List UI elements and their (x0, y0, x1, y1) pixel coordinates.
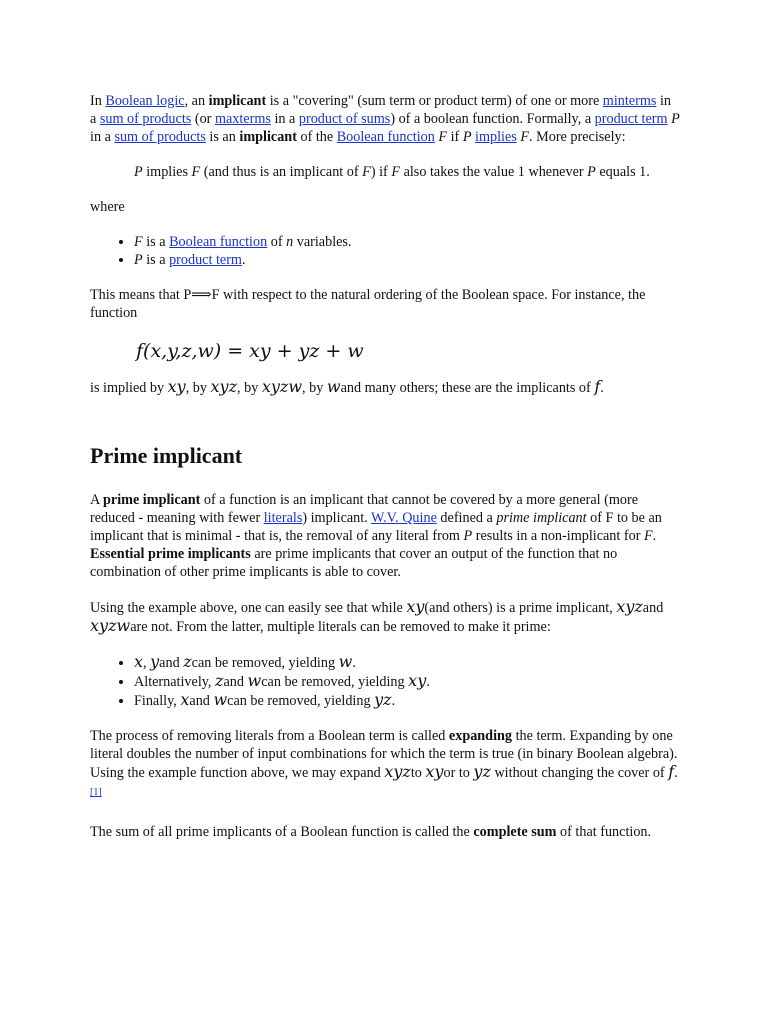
link-product-of-sums[interactable]: product of sums (298, 111, 391, 127)
expanding-paragraph: The process of removing literals from a Boolean term is called expanding the term. Expanding by one literal doubles the number of input combinations for which the term is true (in binary Boolean algebra). Using the example function above, we may expand xyzto xyor to yz without changing the cover of f. [1] (90, 728, 678, 798)
link-sum-of-products-2[interactable]: sum of products (114, 129, 206, 145)
function-formula: f(x,y,z,w) = xy + yz + w (136, 340, 364, 362)
where-label: where (90, 199, 125, 215)
link-maxterms[interactable]: maxterms (214, 111, 271, 127)
link-literals[interactable]: literals (263, 510, 303, 526)
list-item: • P is a product term. (134, 251, 680, 269)
definition-blockquote: P implies F (and thus is an implicant of F) if F also takes the value 1 whenever P equals 1. (134, 164, 650, 180)
literal-removal-list (90, 653, 680, 710)
list-item: • Finally, xand wcan be removed, yielding yz. (134, 691, 680, 710)
where-list (90, 233, 680, 269)
using-example-paragraph: Using the example above, one can easily see that while xy(and others) is a prime implicant, xyzand xyzware not. From the latter, multiple literals can be removed to make it prime: (90, 597, 664, 635)
list-item: • x, yand zcan be removed, yielding w. (134, 653, 680, 672)
list-item: • F is a Boolean function of n variables. (134, 233, 680, 251)
article-body (90, 92, 680, 841)
link-wv-quine[interactable]: W.V. Quine (371, 510, 437, 526)
intro-paragraph: In Boolean logic, an implicant is a "covering" (sum term or product term) of one or more minterms in a sum of products (or maxterms in a product of sums) of a boolean function. Formally, a product term P in a sum of products is an implicant of the Boolean function F if P implies F. More precisely: (90, 93, 680, 145)
reference-link-1[interactable]: [1] (90, 787, 102, 798)
means-paragraph: This means that P⟹F with respect to the natural ordering of the Boolean space. For instance, the function (90, 287, 646, 321)
link-minterms[interactable]: minterms (602, 93, 657, 109)
link-implies[interactable]: implies (475, 129, 517, 145)
link-sum-of-products[interactable]: sum of products (99, 111, 192, 127)
link-product-term-2[interactable]: product term (169, 252, 242, 268)
link-boolean-logic[interactable]: Boolean logic (105, 93, 185, 109)
list-item: • Alternatively, zand wcan be removed, yielding xy. (134, 672, 680, 691)
prime-implicant-paragraph: A prime implicant of a function is an implicant that cannot be covered by a more general (more reduced - meaning with fewer literals) implicant. W.V. Quine defined a prime implicant of F to be an implicant that is minimal - that is, the removal of any literal from P results in a non-implicant for F. Essential prime implicants are prime implicants that cover an output of the function that no combination of other prime implicants is able to cover. (90, 492, 662, 580)
link-boolean-function-2[interactable]: Boolean function (169, 234, 268, 250)
complete-sum-paragraph: The sum of all prime implicants of a Boolean function is called the complete sum of that function. (90, 823, 652, 840)
section-heading-prime-implicant: Prime implicant (90, 443, 243, 468)
link-boolean-function[interactable]: Boolean function (336, 129, 435, 145)
link-product-term[interactable]: product term (594, 111, 668, 127)
implied-paragraph: is implied by xy, by xyz, by xyzw, by wand many others; these are the implicants of f. (90, 377, 604, 396)
